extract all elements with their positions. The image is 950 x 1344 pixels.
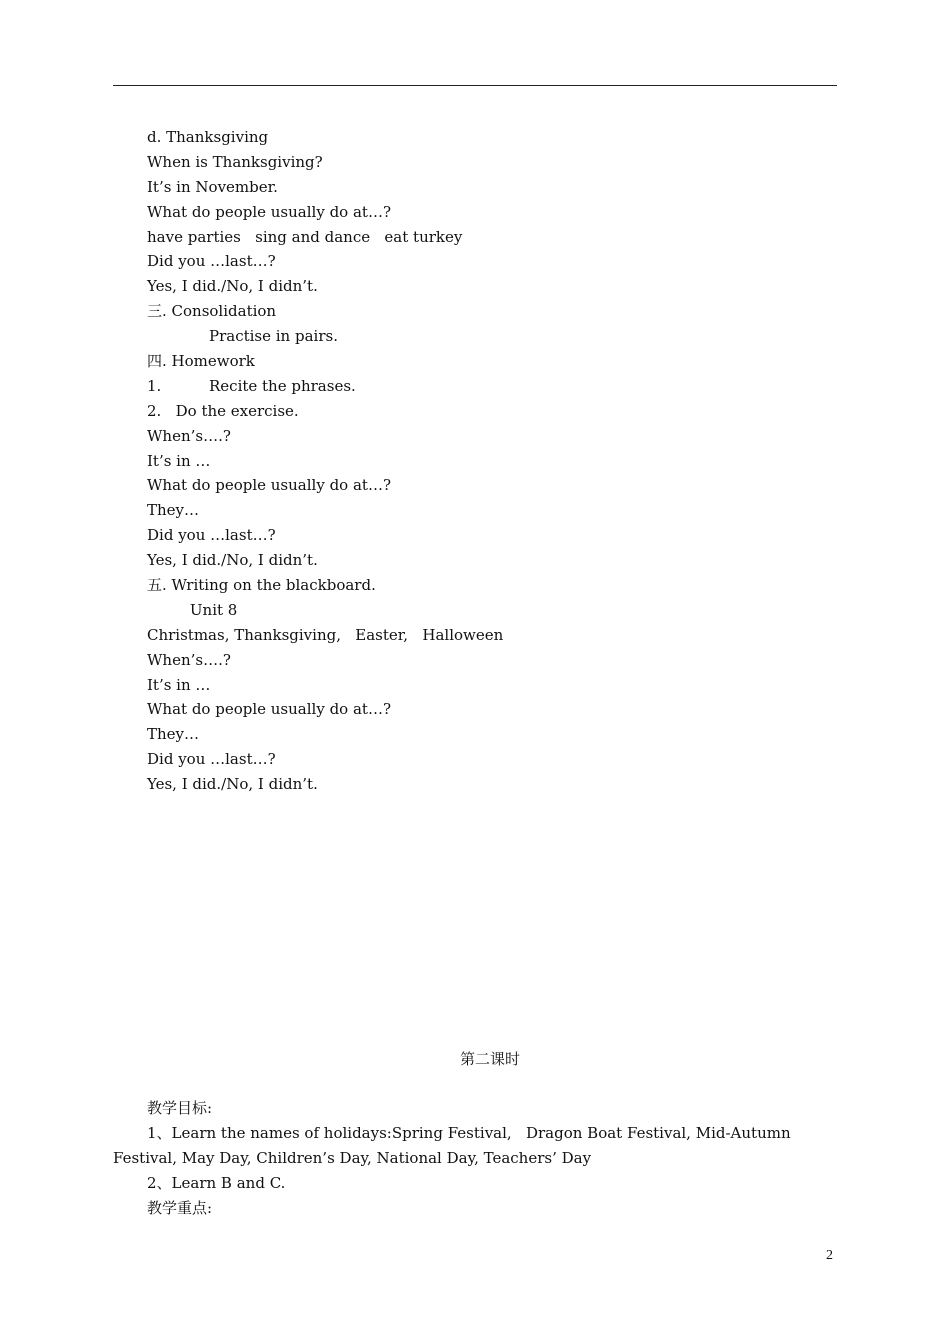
objective-1-line-2: Festival, May Day, Children’s Day, National Day, Teachers’ Day (113, 1149, 592, 1167)
page-number: 2 (826, 1248, 833, 1263)
section-blackboard: 五. Writing on the blackboard. (147, 576, 376, 595)
line: When’s….? (147, 650, 231, 669)
section-homework: 四. Homework (147, 352, 255, 371)
line: When’s….? (147, 426, 231, 445)
lesson1-content (147, 127, 503, 799)
line: Yes, I did./No, I didn’t. (147, 551, 318, 570)
line: Yes, I did./No, I didn’t. (147, 775, 318, 794)
line: What do people usually do at…? (147, 700, 391, 719)
line: Practise in pairs. (147, 327, 338, 346)
section-consolidation: 三. Consolidation (147, 302, 277, 321)
line: It’s in … (147, 451, 211, 470)
line: 2. Do the exercise. (147, 401, 299, 420)
header-rule (113, 85, 837, 86)
objective-1-line-1: 1、Learn the names of holidays:Spring Festival, Dragon Boat Festival, Mid-Autumn (147, 1124, 791, 1142)
line: Unit 8 (147, 600, 238, 619)
line: It’s in … (147, 675, 211, 694)
line: What do people usually do at…? (147, 476, 391, 495)
lesson2-heading: 第二课时 (459, 1050, 520, 1068)
line: They… (147, 725, 200, 744)
line: It’s in November. (147, 177, 278, 196)
line: When is Thanksgiving? (147, 152, 323, 171)
line: Did you …last…? (147, 252, 276, 271)
objectives-label: 教学目标: (147, 1099, 213, 1117)
line: They… (147, 501, 200, 520)
line: Yes, I did./No, I didn’t. (147, 277, 318, 296)
line: Did you …last…? (147, 750, 276, 769)
objective-2: 2、Learn B and C. (147, 1174, 286, 1192)
line: d. Thanksgiving (147, 128, 269, 146)
line: Did you …last…? (147, 526, 276, 545)
line: 1. Recite the phrases. (147, 376, 356, 395)
line: have parties sing and dance eat turkey (147, 227, 463, 246)
line: Christmas, Thanksgiving, Easter, Halloween (147, 625, 504, 644)
key-points-label: 教学重点: (147, 1199, 213, 1217)
line: What do people usually do at…? (147, 202, 391, 221)
